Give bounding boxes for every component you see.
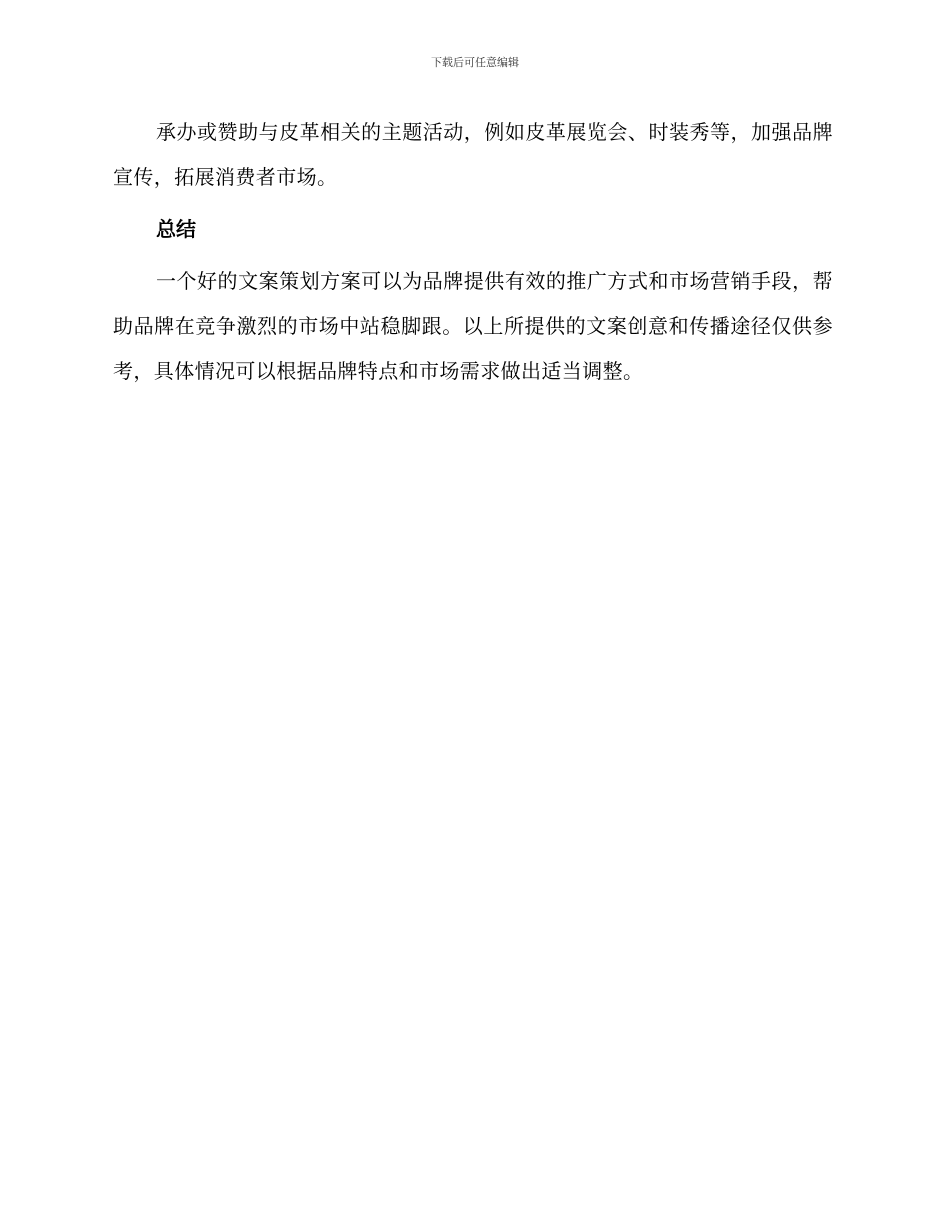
summary-heading: 总结: [156, 217, 196, 241]
paragraph-summary: 一个好的文案策划方案可以为品牌提供有效的推广方式和市场营销手段，帮助品牌在竞争激烈的市场中站稳脚跟。以上所提供的文案创意和传播途径仅供参考，具体情况可以根据品牌特点和市场需求做出适当调整。: [113, 269, 833, 383]
paragraph-activities: 承办或赞助与皮革相关的主题活动，例如皮革展览会、时装秀等，加强品牌宣传，拓展消费者市场。: [113, 120, 833, 189]
page-header: 下载后可任意编辑: [431, 56, 519, 69]
document-body: [113, 110, 833, 394]
